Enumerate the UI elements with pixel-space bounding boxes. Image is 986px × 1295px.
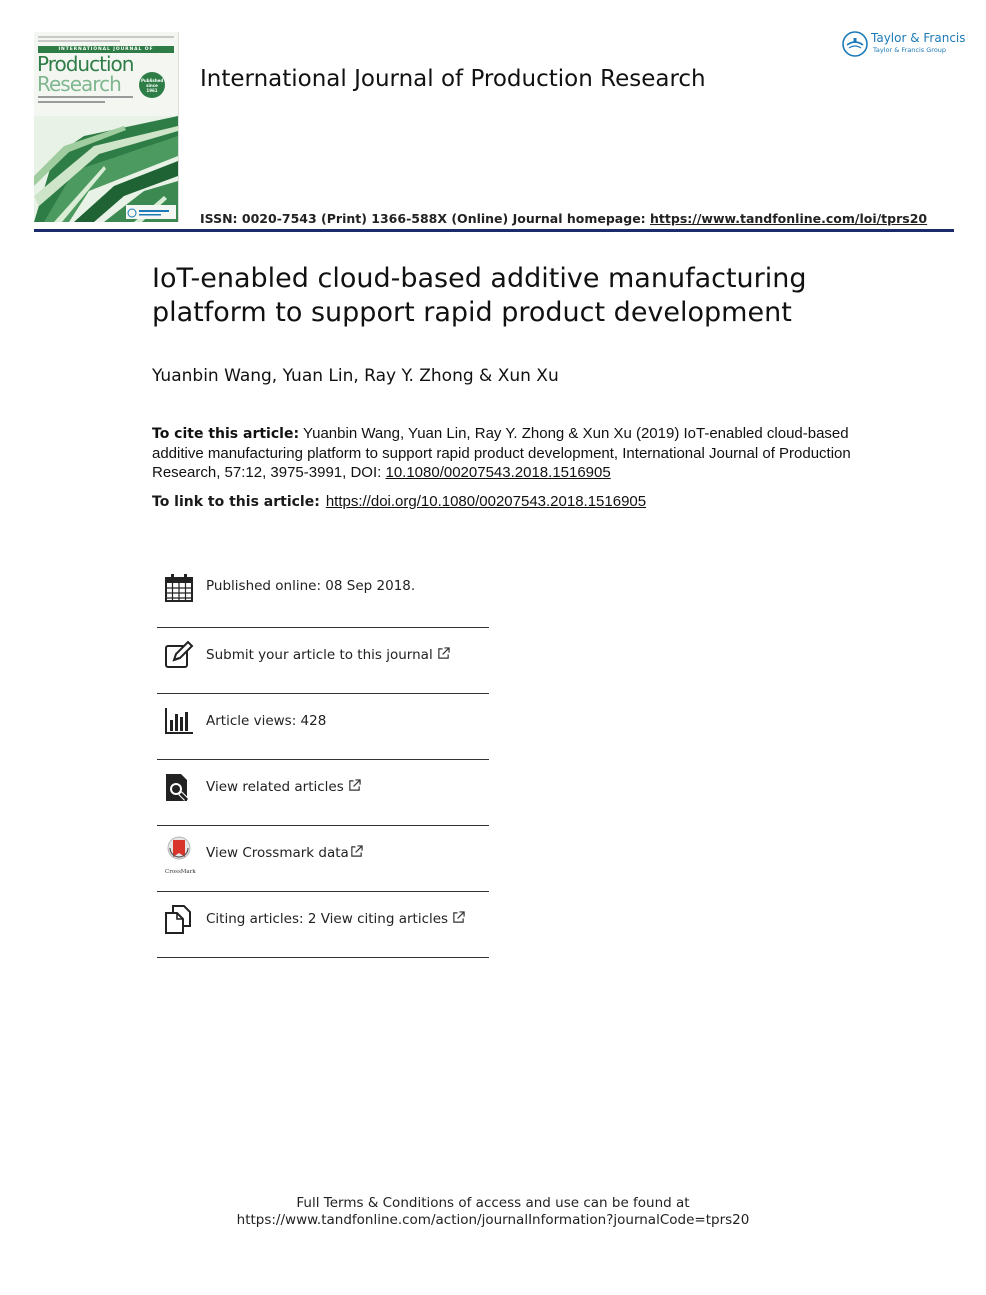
search-document-icon: [164, 772, 194, 802]
publisher-name: Taylor & Francis: [871, 31, 966, 45]
submit-article-link[interactable]: [206, 647, 450, 663]
footer-terms-link[interactable]: https://www.tandfonline.com/action/journalInformation?journalCode=tprs20: [236, 1212, 750, 1228]
crossmark-icon: [164, 836, 194, 866]
cover-title-production: Production: [37, 52, 134, 76]
publisher-group: Taylor & Francis Group: [873, 46, 947, 54]
cite-label: To cite this article:: [152, 426, 300, 442]
article-views-item: [157, 694, 489, 760]
article-authors: Yuanbin Wang, Yuan Lin, Ray Y. Zhong & Xun Xu: [152, 366, 559, 386]
cover-badge: Published since 1961: [139, 72, 165, 98]
crossmark-item[interactable]: [157, 826, 489, 892]
crossmark-link[interactable]: [206, 845, 363, 861]
footer-line-1: Full Terms & Conditions of access and use can be found at: [296, 1195, 690, 1211]
journal-homepage-link[interactable]: https://www.tandfonline.com/loi/tprs20: [650, 211, 928, 226]
related-articles-link[interactable]: [206, 779, 361, 795]
article-title: IoT-enabled cloud-based additive manufacturing platform to support rapid product development: [152, 263, 807, 328]
issn-line: [200, 211, 927, 226]
cover-header-lines: [38, 36, 174, 42]
external-link-icon: [348, 779, 361, 792]
article-doi-link[interactable]: https://doi.org/10.1080/00207543.2018.1516905: [325, 493, 647, 510]
related-articles-item[interactable]: [157, 760, 489, 826]
journal-title: International Journal of Production Research: [200, 66, 706, 92]
crossmark-label: View Crossmark data: [206, 845, 349, 861]
cite-doi-link[interactable]: 10.1080/00207543.2018.1516905: [385, 464, 611, 481]
issn-text: ISSN: 0020-7543 (Print) 1366-588X (Online) Journal homepage:: [200, 211, 651, 226]
cite-text: Yuanbin Wang, Yuan Lin, Ray Y. Zhong & Xun Xu (2019) IoT-enabled cloud-based additive manufacturing platform to support rapid product development, International Journal of Production Research, 57:12, 3975-3991, DOI:: [152, 425, 851, 481]
related-articles-label: View related articles: [206, 779, 344, 795]
published-online-item: [157, 561, 489, 628]
citing-articles-label: Citing articles: 2 View citing articles: [206, 911, 449, 927]
footer-terms: [0, 1195, 986, 1229]
cover-publisher-mark: [126, 205, 176, 219]
citing-articles-item[interactable]: [157, 892, 489, 958]
edit-icon: [164, 640, 194, 670]
bar-chart-icon: [164, 706, 194, 736]
journal-cover: [34, 32, 179, 222]
link-label: To link to this article:: [152, 494, 320, 510]
taylor-francis-logo-icon: [841, 30, 869, 58]
submit-article-label: Submit your article to this journal: [206, 647, 433, 663]
external-link-icon: [350, 845, 363, 858]
article-info-list: [157, 561, 489, 958]
published-online-text: Published online: 08 Sep 2018.: [206, 578, 416, 594]
cover-title-research: Research: [37, 72, 121, 96]
header-divider: [34, 229, 954, 232]
article-views-text: Article views: 428: [206, 713, 327, 729]
crossmark-caption: CrossMark: [165, 869, 196, 875]
external-link-icon: [437, 647, 450, 660]
citation-block: [152, 424, 852, 482]
article-link-line: [152, 492, 646, 510]
cover-strap: INTERNATIONAL JOURNAL OF: [38, 46, 174, 53]
cover-subtitle-lines: [38, 96, 133, 112]
citing-icon: [164, 904, 194, 934]
external-link-icon: [452, 911, 465, 924]
calendar-icon: [164, 573, 194, 603]
submit-article-item[interactable]: [157, 628, 489, 694]
citing-articles-link[interactable]: [206, 911, 465, 927]
